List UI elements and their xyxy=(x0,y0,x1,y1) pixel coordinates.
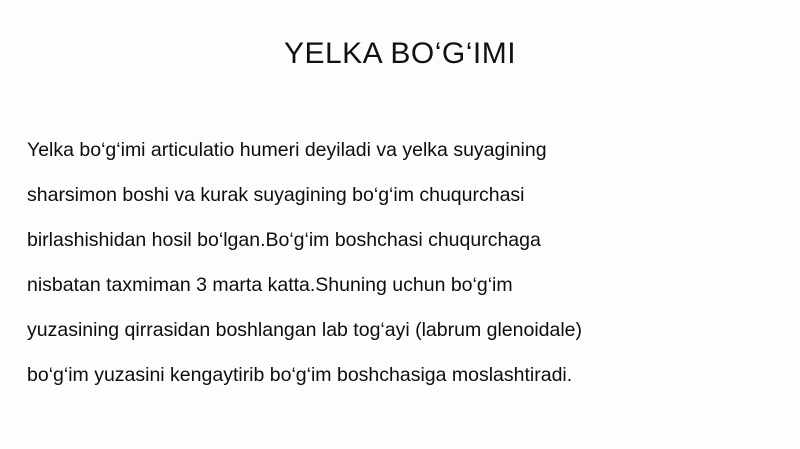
body-line: sharsimon boshi va kurak suyagining bo‘g‘im chuqurchasi xyxy=(27,184,525,206)
slide-body-text xyxy=(27,128,779,398)
body-line: nisbatan taxmiman 3 marta katta.Shuning uchun bo‘g‘im xyxy=(27,274,513,296)
body-line: yuzasining qirrasidan boshlangan lab tog‘ayi (labrum glenoidale) xyxy=(27,319,583,341)
page-title: YELKA BO‘G‘IMI xyxy=(283,37,517,70)
body-line: birlashishidan hosil bo‘lgan.Bo‘g‘im boshchasi chuqurchaga xyxy=(27,229,541,251)
body-line: Yelka bo‘g‘imi articulatio humeri deyiladi va yelka suyagining xyxy=(27,139,547,161)
body-line: bo‘g‘im yuzasini kengaytirib bo‘g‘im boshchasiga moslashtiradi. xyxy=(27,364,573,386)
